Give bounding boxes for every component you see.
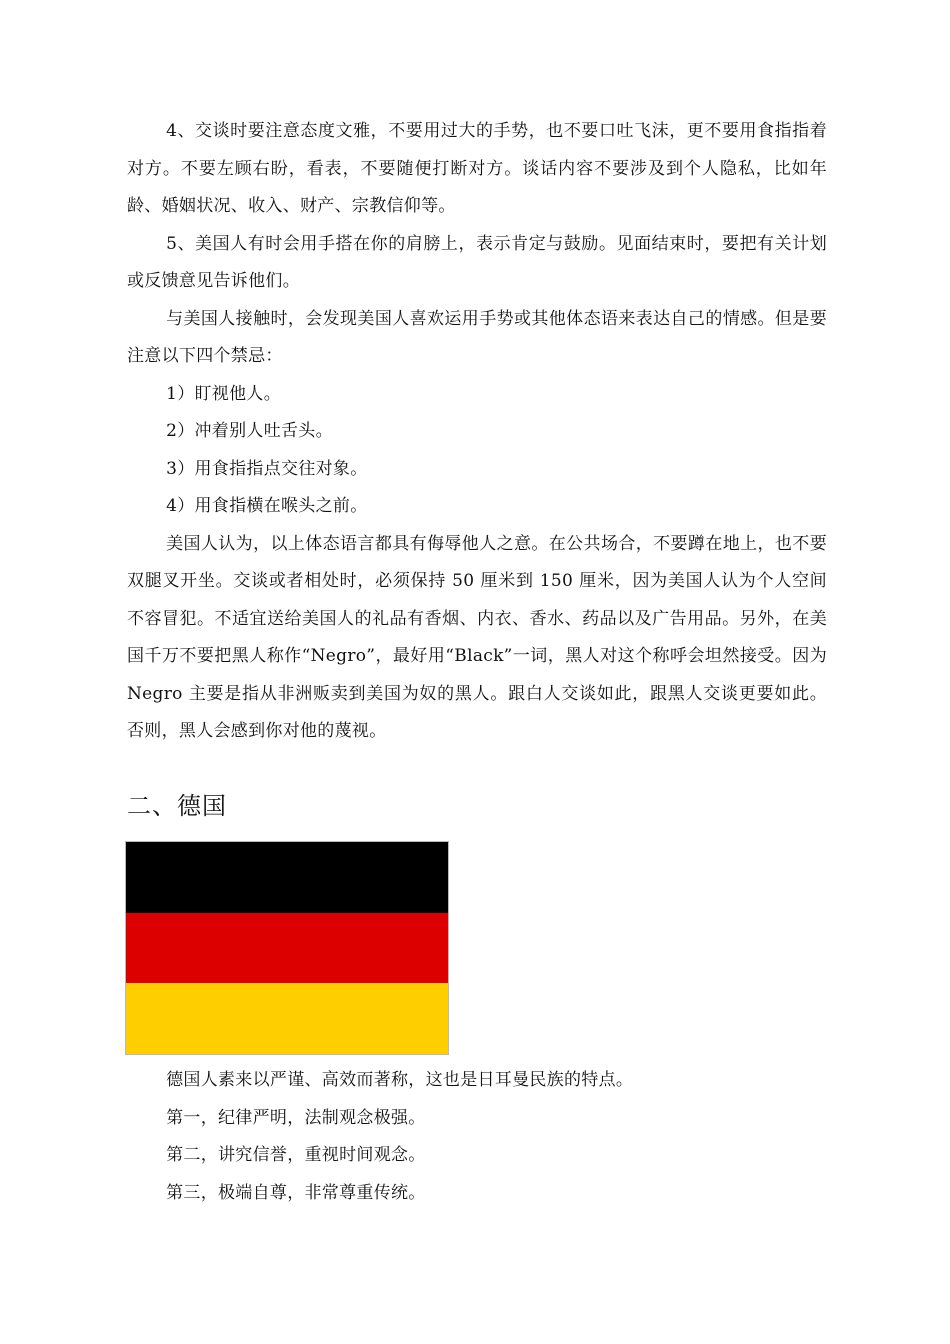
paragraph-shoulder-gesture: 5、美国人有时会用手搭在你的肩膀上，表示肯定与鼓励。见面结束时，要把有关计划或反馈意见告诉他们。: [127, 233, 827, 291]
taboo-list-item: 2）冲着别人吐舌头。: [166, 421, 333, 441]
paragraph-insult-gestures-and-gifts: 美国人认为，以上体态语言都具有侮辱他人之意。在公共场合，不要蹲在地上，也不要双腿叉开坐。交谈或者相处时，必须保持 50 厘米到 150 厘米，因为美国人认为个人空间不容冒犯。不适宜送给美国人的礼品有香烟、内衣、香水、药品以及广告用品。另外，在美国千万不要把黑人称作“Negro”，最好用“Black”一词，黑人对这个称呼会坦然接受。因为 Negro 主要是指从非洲贩卖到美国为奴的黑人。跟白人交谈如此，跟黑人交谈更要如此。否则，黑人会感到你对他的蔑视。: [127, 533, 827, 741]
flag-stripe-red: [126, 913, 448, 984]
paragraph-germany-intro: 德国人素来以严谨、高效而著称，这也是日耳曼民族的特点。: [166, 1070, 634, 1090]
paragraph-germany-point: 第一，纪律严明，法制观念极强。: [166, 1107, 426, 1128]
germany-flag-image: [125, 841, 449, 1055]
paragraph-conversation-manners: 4、交谈时要注意态度文雅，不要用过大的手势，也不要口吐飞沫，更不要用食指指着对方。不要左顾右盼，看表，不要随便打断对方。谈话内容不要涉及到个人隐私，比如年龄、婚姻状况、收入、财产、宗教信仰等。: [127, 121, 827, 216]
paragraph-body-language-intro: 与美国人接触时，会发现美国人喜欢运用手势或其他体态语来表达自己的情感。但是要注意以下四个禁忌：: [127, 308, 827, 366]
paragraph-germany-point: 第三，极端自尊，非常尊重传统。: [166, 1182, 426, 1203]
taboo-list-item: 3）用食指指点交往对象。: [166, 458, 368, 479]
taboo-list-item: 1）盯视他人。: [166, 383, 282, 404]
section-heading-germany: 二、德国: [127, 792, 227, 820]
usa-etiquette-section: [127, 113, 827, 751]
taboo-list-item: 4）用食指横在喉头之前。: [166, 496, 368, 516]
flag-stripe-gold: [126, 983, 448, 1054]
germany-section: [127, 1062, 827, 1212]
flag-stripe-black: [126, 842, 448, 913]
paragraph-germany-point: 第二，讲究信誉，重视时间观念。: [166, 1145, 426, 1165]
